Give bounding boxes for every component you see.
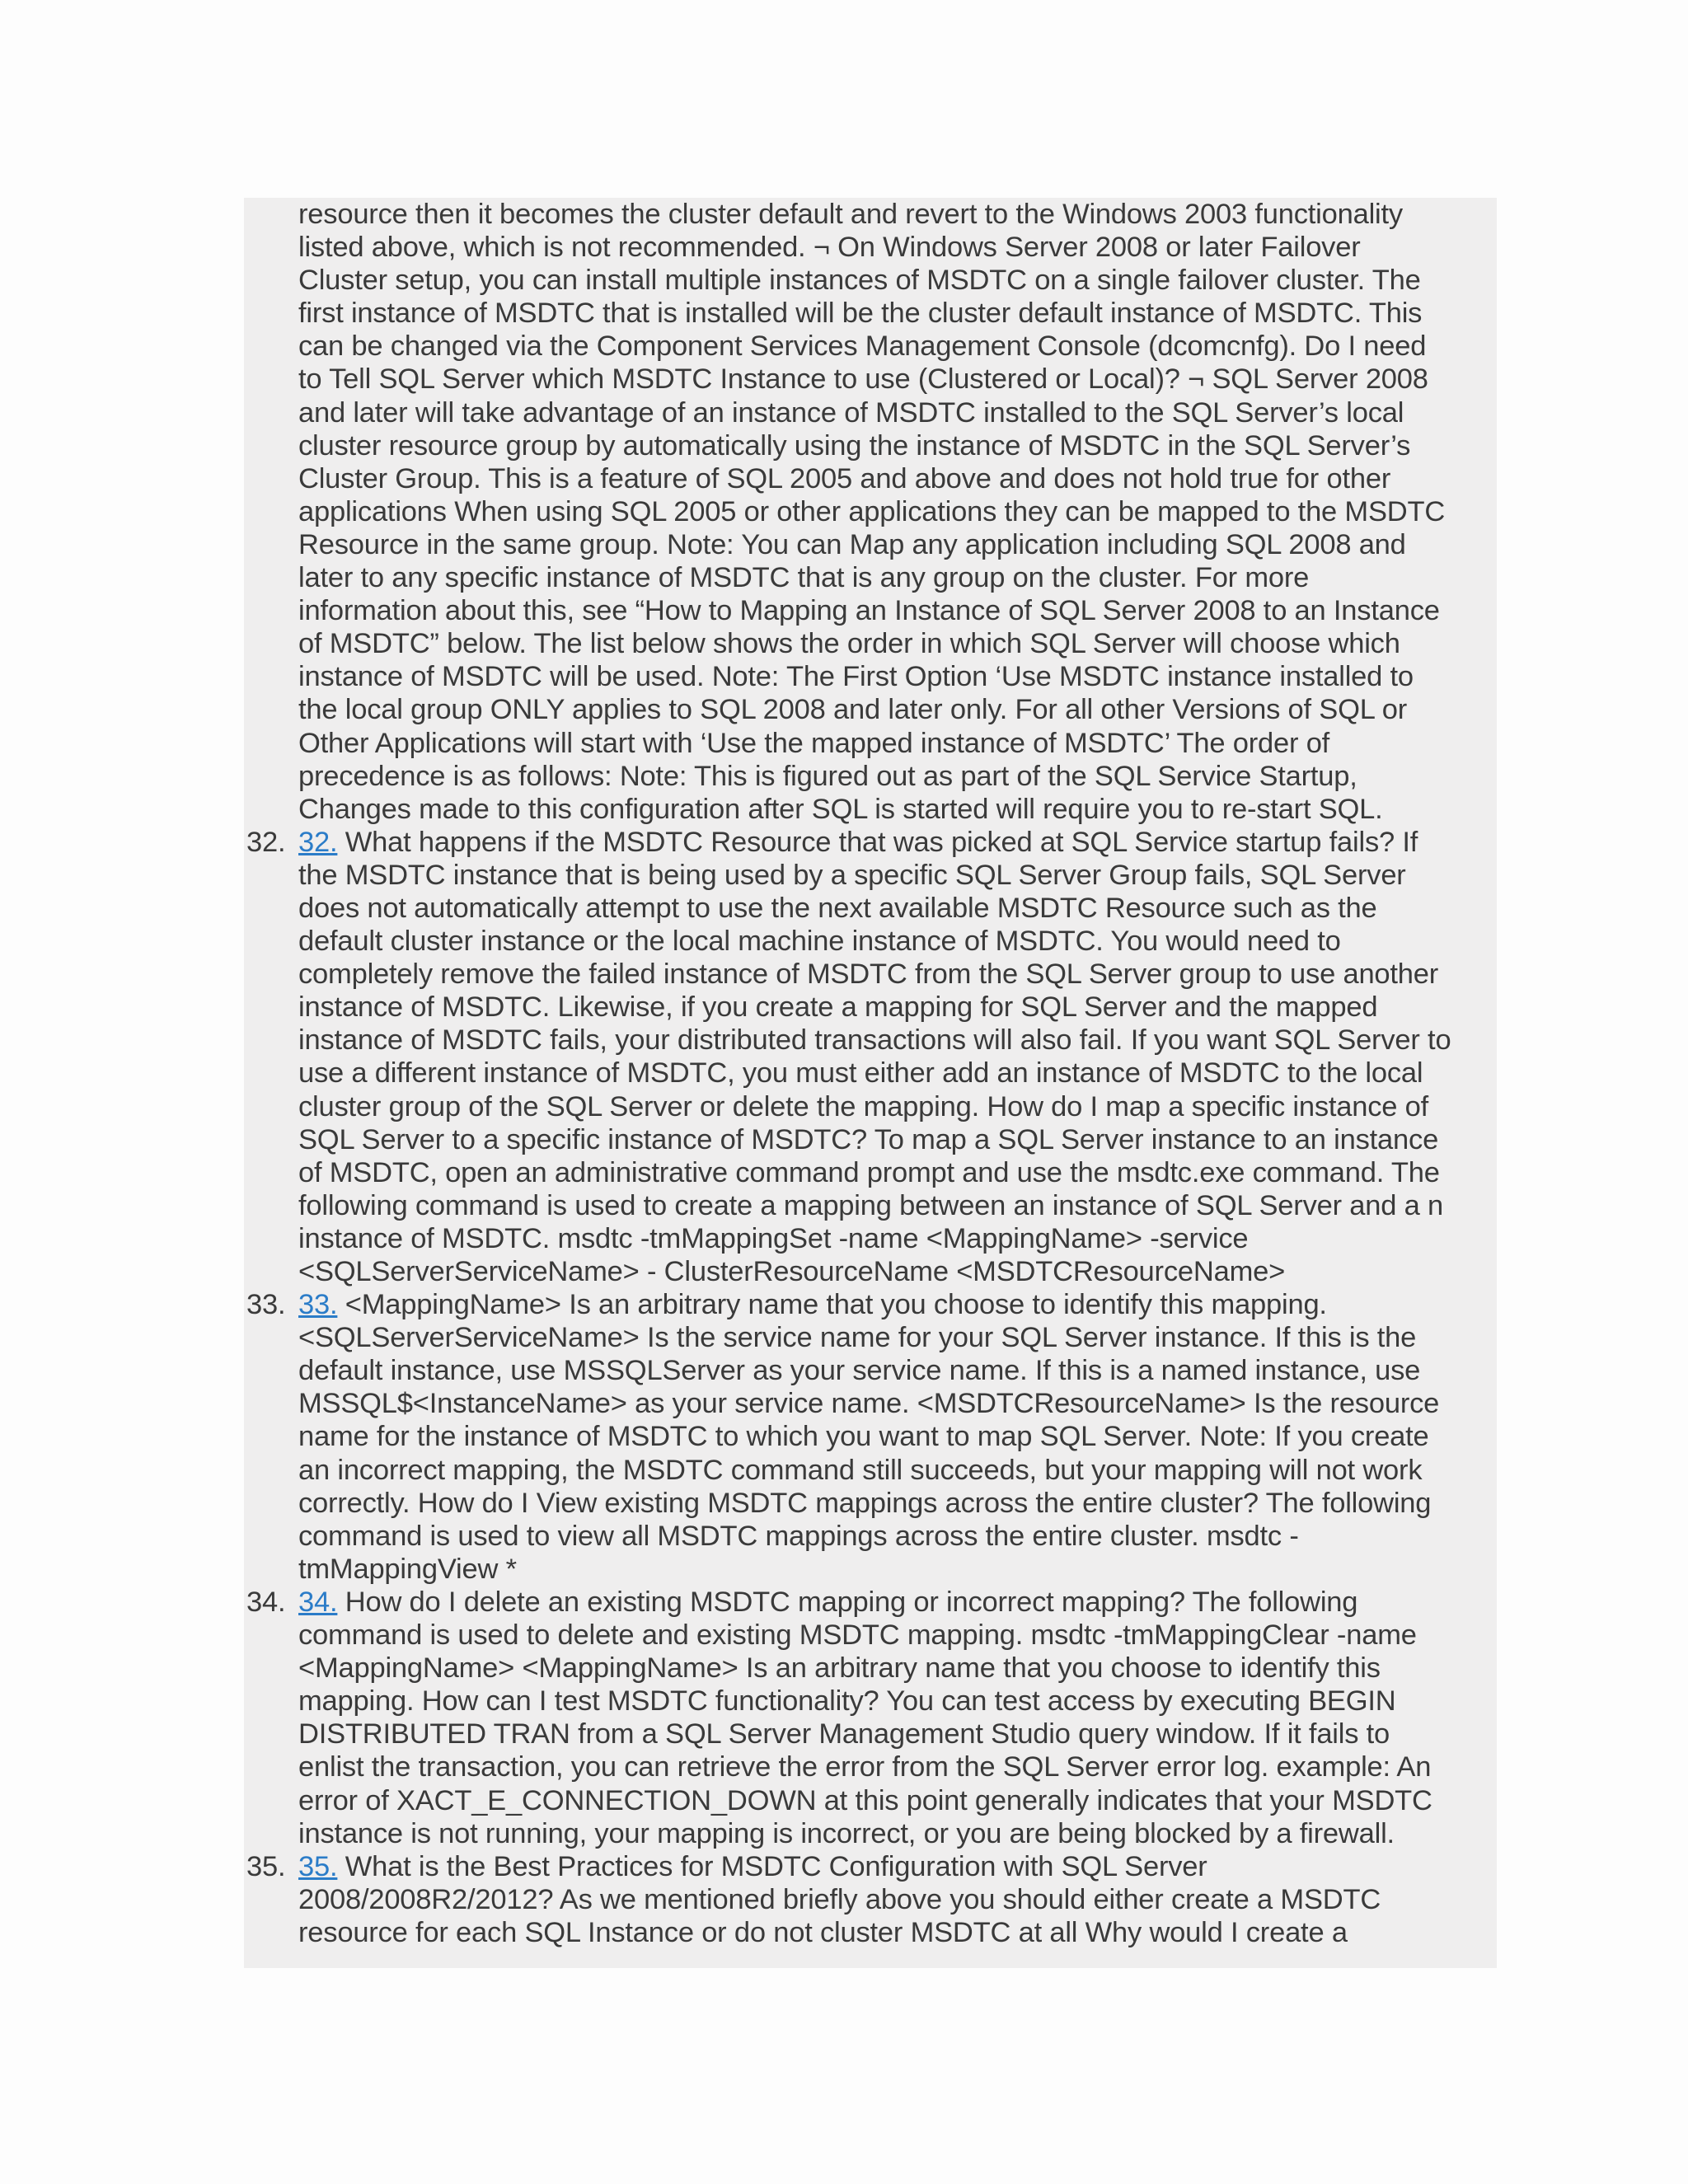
text-line: <SQLServerServiceName> Is the service name for your SQL Server instance. If this is the xyxy=(298,1322,1417,1354)
text-line: DISTRIBUTED TRAN from a SQL Server Management Studio query window. If it fails to xyxy=(298,1718,1390,1750)
text-line: resource then it becomes the cluster default and revert to the Windows 2003 functionality xyxy=(298,199,1403,230)
item-link[interactable]: 35. xyxy=(298,1850,338,1882)
text-line: listed above, which is not recommended. ¬ On Windows Server 2008 or later Failover xyxy=(298,232,1361,264)
list-item-first-line: What happens if the MSDTC Resource that was picked at SQL Service startup fails? If xyxy=(337,826,1418,858)
text-line: command is used to view all MSDTC mappings across the entire cluster. msdtc - xyxy=(298,1520,1299,1552)
text-line: an incorrect mapping, the MSDTC command still succeeds, but your mapping will not work xyxy=(298,1454,1423,1486)
text-line: applications When using SQL 2005 or other applications they can be mapped to the MSDTC xyxy=(298,495,1446,527)
text-line: command is used to delete and existing MSDTC mapping. msdtc -tmMappingClear -name xyxy=(298,1619,1417,1652)
list-item-number: 32. xyxy=(246,826,286,858)
text-line: information about this, see “How to Mapping an Instance of SQL Server 2008 to an Instance xyxy=(298,595,1440,627)
text-line: Changes made to this configuration after SQL is started will require you to re-start SQL. xyxy=(298,793,1383,825)
text-line: instance of MSDTC. Likewise, if you create a mapping for SQL Server and the mapped xyxy=(298,991,1378,1024)
list-item-number: 34. xyxy=(246,1586,286,1618)
text-line: instance of MSDTC will be used. Note: The First Option ‘Use MSDTC instance installed to xyxy=(298,661,1414,693)
text-line: SQL Server to a specific instance of MSDTC? To map a SQL Server instance to an instance xyxy=(298,1123,1439,1155)
text-line: instance is not running, your mapping is incorrect, or you are being blocked by a firewall. xyxy=(298,1817,1395,1849)
text-line: can be changed via the Component Services Management Console (dcomcnfg). Do I need xyxy=(298,330,1427,363)
list-item-number: 33. xyxy=(246,1289,286,1321)
text-line: enlist the transaction, you can retrieve the error from the SQL Server error log. example: An xyxy=(298,1751,1432,1783)
text-line: does not automatically attempt to use the next available MSDTC Resource such as the xyxy=(298,892,1377,924)
list-item xyxy=(244,1586,1497,1850)
text-line xyxy=(298,1850,1497,1883)
text-line: and later will take advantage of an instance of MSDTC installed to the SQL Server’s local xyxy=(298,396,1404,429)
text-line xyxy=(298,1586,1497,1619)
text-line: instance of MSDTC fails, your distributed transactions will also fail. If you want SQL Server to xyxy=(298,1024,1451,1057)
text-line: later to any specific instance of MSDTC that is any group on the cluster. For more xyxy=(298,562,1310,594)
text-line: MSSQL$<InstanceName> as your service name. <MSDTCResourceName> Is the resource xyxy=(298,1388,1440,1420)
list-item-number: 35. xyxy=(246,1850,286,1882)
text-line xyxy=(298,826,1497,859)
list-item-first-line: <MappingName> Is an arbitrary name that you choose to identify this mapping. xyxy=(337,1289,1327,1321)
text-line: name for the instance of MSDTC to which you want to map SQL Server. Note: If you create xyxy=(298,1421,1429,1453)
list-item-first-line: How do I delete an existing MSDTC mapping or incorrect mapping? The following xyxy=(337,1586,1358,1618)
text-line: Cluster setup, you can install multiple instances of MSDTC on a single failover cluster. The xyxy=(298,265,1421,297)
text-line: Resource in the same group. Note: You can Map any application including SQL 2008 and xyxy=(298,528,1406,560)
text-line: 2008/2008R2/2012? As we mentioned briefly above you should either create a MSDTC xyxy=(298,1883,1381,1915)
text-line: the MSDTC instance that is being used by a specific SQL Server Group fails, SQL Server xyxy=(298,859,1406,891)
text-line: default instance, use MSSQLServer as your service name. If this is a named instance, use xyxy=(298,1355,1421,1387)
text-line: the local group ONLY applies to SQL 2008 and later only. For all other Versions of SQL or xyxy=(298,694,1408,726)
text-line: following command is used to create a mapping between an instance of SQL Server and a n xyxy=(298,1189,1443,1221)
text-line xyxy=(298,1288,1497,1321)
text-line: completely remove the failed instance of MSDTC from the SQL Server group to use another xyxy=(298,958,1439,991)
numbered-list xyxy=(244,826,1497,1949)
text-line: tmMappingView * xyxy=(298,1553,517,1585)
text-line: <MappingName> <MappingName> Is an arbitrary name that you choose to identify this xyxy=(298,1652,1381,1685)
text-line: use a different instance of MSDTC, you must either add an instance of MSDTC to the local xyxy=(298,1057,1423,1090)
list-item xyxy=(244,826,1497,1288)
item-link[interactable]: 34. xyxy=(298,1586,338,1618)
text-line: instance of MSDTC. msdtc -tmMappingSet -name <MappingName> -service xyxy=(298,1222,1249,1254)
text-line: default cluster instance or the local machine instance of MSDTC. You would need to xyxy=(298,926,1341,958)
list-item xyxy=(244,1288,1497,1586)
text-line: mapping. How can I test MSDTC functionality? You can test access by executing BEGIN xyxy=(298,1685,1396,1718)
text-line: to Tell SQL Server which MSDTC Instance to use (Clustered or Local)? ¬ SQL Server 2008 xyxy=(298,363,1428,396)
intro-paragraph xyxy=(244,198,1497,826)
text-line: of MSDTC” below. The list below shows the order in which SQL Server will choose which xyxy=(298,628,1400,660)
text-line: Cluster Group. This is a feature of SQL 2005 and above and does not hold true for other xyxy=(298,462,1391,494)
text-line: Other Applications will start with ‘Use the mapped instance of MSDTC’ The order of xyxy=(298,727,1330,759)
text-line: resource for each SQL Instance or do not cluster MSDTC at all Why would I create a xyxy=(298,1916,1348,1948)
text-line: cluster group of the SQL Server or delete the mapping. How do I map a specific instance of xyxy=(298,1090,1429,1122)
text-line: correctly. How do I View existing MSDTC mappings across the entire cluster? The following xyxy=(298,1487,1432,1519)
text-line: <SQLServerServiceName> - ClusterResourceName <MSDTCResourceName> xyxy=(298,1256,1286,1287)
text-line: first instance of MSDTC that is installed will be the cluster default instance of MSDTC. This xyxy=(298,298,1423,330)
text-line: error of XACT_E_CONNECTION_DOWN at this point generally indicates that your MSDTC xyxy=(298,1784,1432,1816)
item-link[interactable]: 32. xyxy=(298,826,338,858)
text-line: precedence is as follows: Note: This is figured out as part of the SQL Service Startup, xyxy=(298,760,1357,792)
list-item-first-line: What is the Best Practices for MSDTC Configuration with SQL Server xyxy=(337,1850,1207,1882)
list-item xyxy=(244,1850,1497,1949)
item-link[interactable]: 33. xyxy=(298,1289,338,1321)
document-body xyxy=(244,198,1497,1949)
text-line: cluster resource group by automatically using the instance of MSDTC in the SQL Server’s xyxy=(298,429,1411,462)
text-line: of MSDTC, open an administrative command prompt and use the msdtc.exe command. The xyxy=(298,1156,1440,1188)
